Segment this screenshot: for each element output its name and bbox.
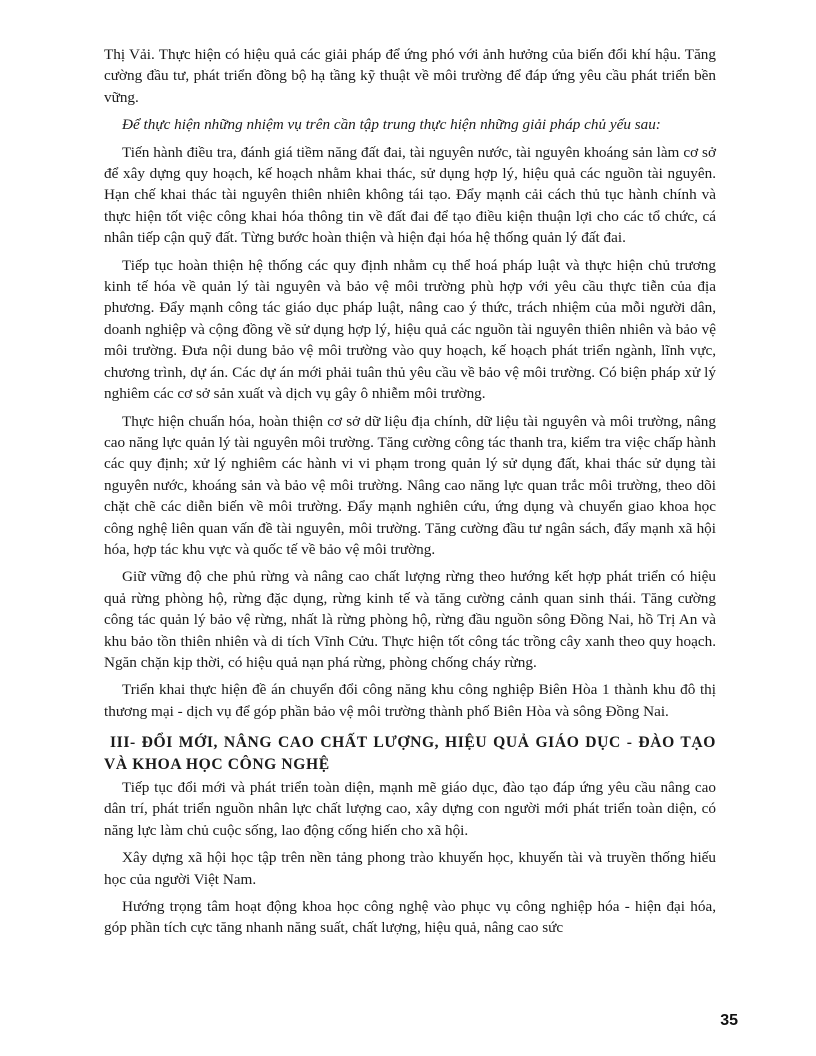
section-heading: III- ĐỔI MỚI, NÂNG CAO CHẤT LƯỢNG, HIỆU QUẢ GIÁO DỤC - ĐÀO TẠO VÀ KHOA HỌC CÔNG NGHỆ bbox=[104, 734, 716, 773]
paragraph-industrial-zone: Triển khai thực hiện đề án chuyển đổi công năng khu công nghiệp Biên Hòa 1 thành khu đô thị thương mại - dịch vụ để góp phần bảo vệ môi trường thành phố Biên Hòa và sông Đồng Nai. bbox=[104, 681, 716, 720]
paragraph-continuation: Thị Vải. Thực hiện có hiệu quả các giải pháp để ứng phó với ảnh hưởng của biến đổi khí hậu. Tăng cường đầu tư, phát triển đồng bộ hạ tầng kỹ thuật về môi trường để đáp ứng yêu cầu phát triển bền vững. bbox=[104, 46, 716, 106]
paragraph-education-reform: Tiếp tục đổi mới và phát triển toàn diện, mạnh mẽ giáo dục, đào tạo đáp ứng yêu cầu nâng cao dân trí, phát triển nguồn nhân lực chất lượng cao, xây dựng con người mới phát triển toàn diện, có năng lực làm chủ cuộc sống, lao động cống hiến cho xã hội. bbox=[104, 779, 716, 839]
paragraph-data-standardization: Thực hiện chuẩn hóa, hoàn thiện cơ sở dữ liệu địa chính, dữ liệu tài nguyên và môi trường, nâng cao năng lực quản lý tài nguyên môi trường. Tăng cường công tác thanh tra, kiểm tra việc chấp hành các quy định; xử lý nghiêm các hành vi vi phạm trong quản lý sử dụng đất, khai thác sử dụng tài nguyên nước, khoáng sản và bảo vệ môi trường. Nâng cao năng lực quan trắc môi trường, theo dõi chặt chẽ các diễn biến về môi trường. Đẩy mạnh nghiên cứu, ứng dụng và chuyển giao khoa học công nghệ liên quan vấn đề tài nguyên, môi trường. Tăng cường đầu tư ngân sách, đẩy mạnh xã hội hóa, hợp tác khu vực và quốc tế về bảo vệ môi trường. bbox=[104, 412, 716, 558]
paragraph-land-survey: Tiến hành điều tra, đánh giá tiềm năng đất đai, tài nguyên nước, tài nguyên khoáng sản làm cơ sở để xây dựng quy hoạch, kế hoạch nhằm khai thác, sử dụng hợp lý, hiệu quả các nguồn tài nguyên. Hạn chế khai thác tài nguyên thiên nhiên không tái tạo. Đẩy mạnh cải cách thủ tục hành chính và thực hiện tốt việc công khai hóa thông tin về đất đai để tạo điều kiện thuận lợi cho các tổ chức, cá nhân tiếp cận quỹ đất. Từng bước hoàn thiện và hiện đại hóa hệ thống quản lý đất đai. bbox=[104, 143, 716, 247]
paragraph-learning-society: Xây dựng xã hội học tập trên nền tảng phong trào khuyến học, khuyến tài và truyền thống hiếu học của người Việt Nam. bbox=[104, 849, 716, 888]
page-number: 35 bbox=[720, 1012, 738, 1029]
paragraph-science-tech: Hướng trọng tâm hoạt động khoa học công nghệ vào phục vụ công nghiệp hóa - hiện đại hóa, góp phần tích cực tăng nhanh năng suất, chất lượng, hiệu quả, nâng cao sức bbox=[104, 898, 716, 937]
paragraph-italic-intro: Để thực hiện những nhiệm vụ trên cần tập trung thực hiện những giải pháp chủ yếu sau: bbox=[122, 116, 661, 134]
paragraph-forest-cover: Giữ vững độ che phủ rừng và nâng cao chất lượng rừng theo hướng kết hợp phát triển có hiệu quả rừng phòng hộ, rừng đặc dụng, rừng kinh tế và tăng cường cảnh quan sinh thái. Tăng cường công tác quản lý bảo vệ rừng, nhất là rừng phòng hộ, rừng đầu nguồn sông Đồng Nai, hồ Trị An và khu bảo tồn thiên nhiên và di tích Vĩnh Cửu. Thực hiện tốt công tác trồng cây xanh theo quy hoạch. Ngăn chặn kịp thời, có hiệu quả nạn phá rừng, phòng chống cháy rừng. bbox=[104, 568, 716, 671]
document-page bbox=[104, 44, 716, 945]
paragraph-regulations: Tiếp tục hoàn thiện hệ thống các quy định nhằm cụ thể hoá pháp luật và thực hiện chủ trương kinh tế hóa về quản lý tài nguyên và bảo vệ môi trường phù hợp với yêu cầu thực tiễn của địa phương. Đẩy mạnh công tác giáo dục pháp luật, nâng cao ý thức, trách nhiệm của mỗi người dân, doanh nghiệp và cộng đồng về sử dụng hợp lý, hiệu quả các nguồn tài nguyên thiên nhiên và bảo vệ môi trường. Đưa nội dung bảo vệ môi trường vào quy hoạch, kế hoạch phát triển ngành, lĩnh vực, chương trình, dự án. Các dự án mới phải tuân thủ yêu cầu về bảo vệ môi trường. Có biện pháp xử lý nghiêm các cơ sở sản xuất và dịch vụ gây ô nhiễm môi trường. bbox=[104, 256, 716, 403]
